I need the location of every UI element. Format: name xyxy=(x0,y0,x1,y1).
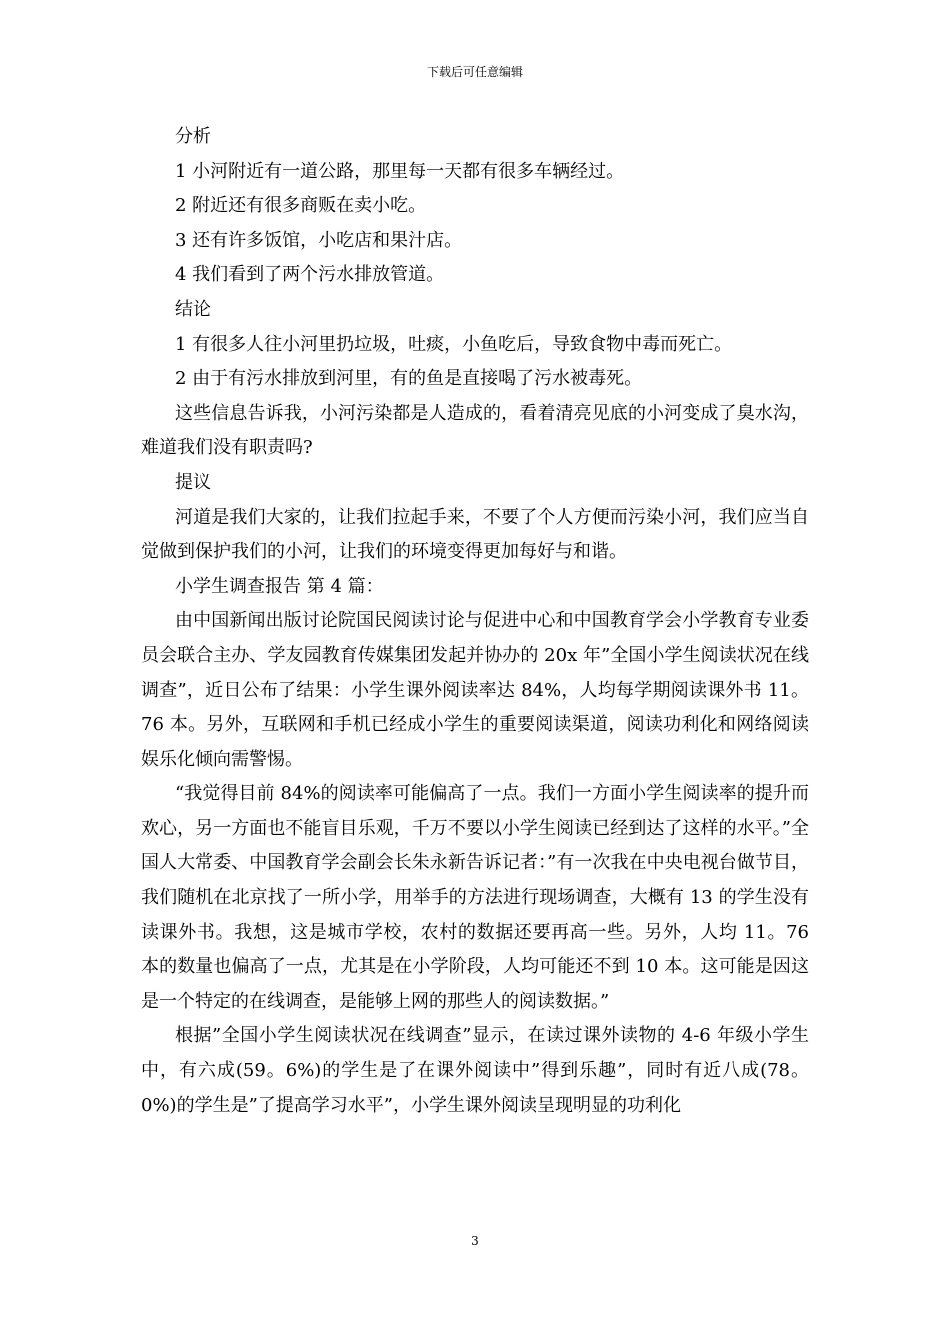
conclusion-item-2: 2 由于有污水排放到河里，有的鱼是直接喝了污水被毒死。 xyxy=(175,368,643,390)
body-paragraph: 根据”全国小学生阅读状况在线调查”显示，在读过课外读物的 4-6 年级小学生中，有六成(59。6%)的学生是了在课外阅读中”得到乐趣”，同时有近八成(78。0%)的学生是”了提高学习水平”，小学生课外阅读呈现明显的功利化 xyxy=(141,1025,809,1116)
report-title: 小学生调查报告 第 4 篇： xyxy=(175,575,384,597)
section-heading-conclusion: 结论 xyxy=(175,298,211,320)
section-heading-analysis: 分析 xyxy=(175,126,211,147)
analysis-item-4: 4 我们看到了两个污水排放管道。 xyxy=(175,264,445,286)
analysis-item-3: 3 还有许多饭馆，小吃店和果汁店。 xyxy=(175,229,463,251)
body-paragraph: 由中国新闻出版讨论院国民阅读讨论与促进中心和中国教育学会小学教育专业委员会联合主办、学友园教育传媒集团发起并协办的 20x 年”全国小学生阅读状况在线调查”，近日公布了结果：小学生课外阅读率达 84%，人均每学期阅读课外书 11。76 本。另外，互联网和手机已经成小学生的重要阅读渠道，阅读功利化和网络阅读娱乐化倾向需警惕。 xyxy=(141,610,809,770)
body-paragraph: 河道是我们大家的，让我们拉起手来，不要了个人方便而污染小河，我们应当自觉做到保护我们的小河，让我们的环境变得更加每好与和谐。 xyxy=(141,506,809,563)
body-paragraph: “我觉得目前 84%的阅读率可能偏高了一点。我们一方面小学生阅读率的提升而欢心，另一方面也不能盲目乐观，千万不要以小学生阅读已经到达了这样的水平。”全国人大常委、中国教育学会副会长朱永新告诉记者：”有一次我在中央电视台做节目，我们随机在北京找了一所小学，用举手的方法进行现场调查，大概有 13 的学生没有读课外书。我想，这是城市学校，农村的数据还要再高一些。另外，人均 11。76 本的数量也偏高了一点，尤其是在小学阶段，人均可能还不到 10 本。这可能是因这是一个特定的在线调查，是能够上网的那些人的阅读数据。” xyxy=(141,783,809,1012)
analysis-item-2: 2 附近还有很多商贩在卖小吃。 xyxy=(175,195,427,217)
section-heading-proposal: 提议 xyxy=(175,471,211,493)
page-header: 下载后可任意编辑 xyxy=(426,65,523,79)
body-paragraph: 这些信息告诉我，小河污染都是人造成的，看着清亮见底的小河变成了臭水沟，难道我们没有职责吗? xyxy=(141,402,809,459)
conclusion-item-1: 1 有很多人往小河里扔垃圾，吐痰，小鱼吃后，导致食物中毒而死亡。 xyxy=(175,333,733,355)
analysis-item-1: 1 小河附近有一道公路，那里每一天都有很多车辆经过。 xyxy=(175,160,625,182)
document-body xyxy=(141,120,809,1123)
page-number: 3 xyxy=(471,1234,479,1248)
